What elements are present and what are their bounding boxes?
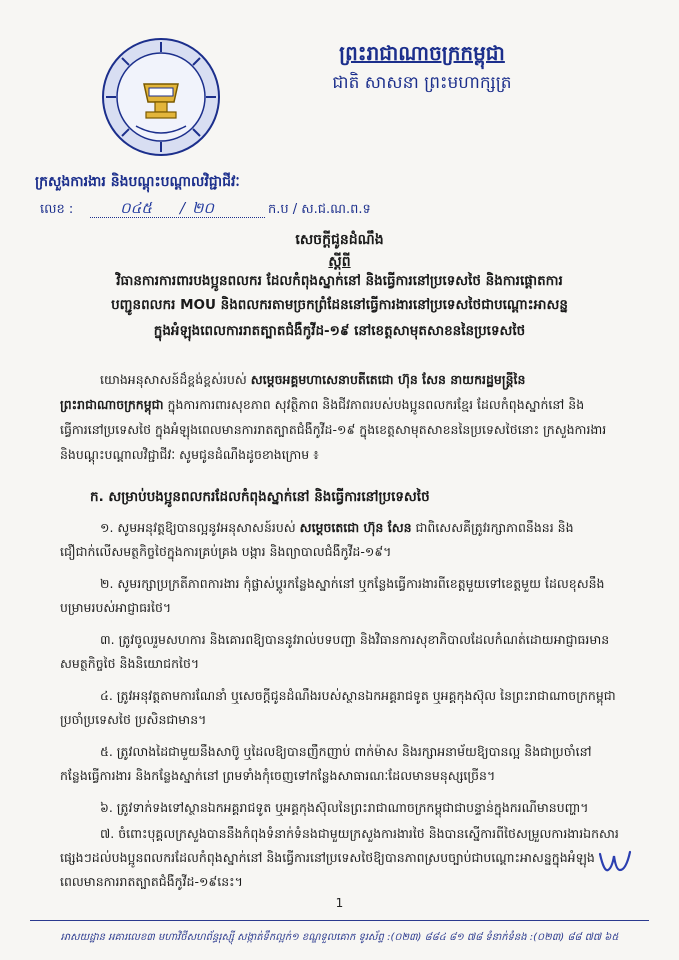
section-a-heading: ក. សម្រាប់បងប្អូនពលករដែលកំពុងស្នាក់នៅ និងធ្វើការនៅប្រទេសថៃ (90, 489, 430, 505)
list-item-line: សមត្ថកិច្ចថៃ និងនិយោជកថៃ។ (60, 656, 200, 671)
list-item-line: ពេលមានការរាតត្បាតជំងឺកូវីដ-១៩នេះ។ (60, 874, 243, 889)
intro-line: យោងអនុសាសន៍ដ៏ខ្ពង់ខ្ពស់របស់ សម្ដេចអគ្គមហាសេនាបតីតេជោ ហ៊ុន សែន នាយករដ្ឋមន្ត្រីនៃ (100, 372, 526, 387)
ref-suffix: ក.ប / ស.ជ.ណ.ព.ទ (268, 202, 371, 217)
kingdom-name: ព្រះរាជាណាចក្រកម្ពុជា (339, 41, 505, 65)
document-type: សេចក្ដីជូនដំណឹង (295, 232, 384, 248)
intro-line: ធ្វើការនៅប្រទេសថៃ ក្នុងអំឡុងពេលមានការរាតត្បាតជំងឺកូវីដ-១៩ ក្នុងខេត្តសាមុតសាខននៃប្រទេសថៃនោះ ក្រសួងការងារ (60, 422, 607, 437)
list-item-line: ជឿជាក់លើសមត្ថកិច្ចថៃក្នុងការគ្រប់គ្រង បង្ការ និងព្យាបាលជំងឺកូវីដ-១៩។ (60, 544, 392, 559)
ministry-seal-logo (100, 36, 222, 158)
national-motto: ជាតិ សាសនា ព្រះមហាក្សត្រ (332, 73, 512, 93)
list-item-line: ផ្សេងៗដល់បងប្អូនពលករដែលកំពុងស្នាក់នៅ និងធ្វើការនៅប្រទេសថៃឱ្យបានភាពស្របច្បាប់ជាបណ្ដោះអាសន្នក្នុងអំឡុង (60, 850, 595, 865)
reference-line: លេខ : ០៤៥ / ២០ ក.ប / ស.ជ.ណ.ព.ទ (40, 201, 340, 225)
ref-year: ២០ (192, 199, 214, 217)
list-item-line: ៣. ត្រូវចូលរួមសហការ និងគោរពឱ្យបាននូវរាល់បទបញ្ជា និងវិធានការសុខាភិបាលដែលកំណត់ដោយអាជ្ញាធរមាន (100, 632, 610, 647)
about-label: ស្ដីពី (328, 254, 351, 270)
ref-dotted-line (90, 217, 265, 218)
list-item-line: ១. សូមអនុវត្តឱ្យបានល្អនូវអនុសាសន៍របស់ សម្ដេចតេជោ ហ៊ុន សែន ជាពិសេសគឺត្រូវរក្សាភាពនឹងនរ និង (100, 520, 574, 535)
ref-number: ០៤៥ (120, 199, 152, 217)
handwritten-initial-mark (596, 848, 636, 878)
footer-address: អាសយដ្ឋាន អគារលេខ៣ មហាវិថីសហព័ន្ធរុស្ស៊ី សង្កាត់ទឹកល្អក់១ ខណ្ឌទួលគោក ទូរស័ព្ទ :(០២៣) ៨៨៤ ៨១ ៧៨ ទំនាក់ទំនង :(០២៣) ៨៨ ៧៧ ៦៥ (60, 932, 619, 943)
list-item-line: កន្លែងធ្វើការងារ និងកន្លែងស្នាក់នៅ ព្រមទាំងកុំចេញទៅកន្លែងសាធារណៈដែលមានមនុស្សច្រើន។ (60, 768, 496, 783)
footer-divider (30, 920, 649, 921)
list-item-line: បម្រាមរបស់អាជ្ញាធរថៃ។ (60, 600, 172, 615)
list-item-line: ៦. ត្រូវទាក់ទងទៅស្ថានឯកអគ្គរាជទូត ឬអគ្គកុងស៊ុលនៃព្រះរាជាណាចក្រកម្ពុជាជាបន្ទាន់ក្នុងករណីមានបញ្ហា។ (100, 800, 589, 815)
list-item-line: ៤. ត្រូវអនុវត្តតាមការណែនាំ ឬសេចក្ដីជូនដំណឹងរបស់ស្ថានឯកអគ្គរាជទូត ឬអគ្គកុងស៊ុល នៃព្រះរាជាណាចក្រកម្ពុជា (100, 688, 616, 703)
ministry-name: ក្រសួងការងារ និងបណ្ដុះបណ្ដាលវិជ្ជាជីវៈ (35, 174, 240, 190)
subject-line: ក្នុងអំឡុងពេលការរាតត្បាតជំងឺកូវីដ-១៩ នៅខេត្តសាមុតសាខននៃប្រទេសថៃ (153, 323, 526, 339)
intro-line: និងបណ្ដុះបណ្ដាលវិជ្ជាជីវៈ សូមជូនដំណឹងដូចខាងក្រោម ៖ (60, 447, 319, 462)
subject-line: វិធានការការពារបងប្អូនពលករ ដែលកំពុងស្នាក់នៅ និងធ្វើការនៅប្រទេសថៃ និងការផ្ដោតការ (116, 273, 563, 289)
ref-label: លេខ : (40, 202, 74, 217)
list-item-line: ២. សូមរក្សាប្រក្រតីភាពការងារ កុំផ្លាស់ប្ដូរកន្លែងស្នាក់នៅ ឬកន្លែងធ្វើការងារពីខេត្តមួយទៅខេត្តមួយ ដែលខុសនឹង (100, 576, 605, 591)
list-item-line: ៥. ត្រូវលាងដៃជាមួយនឹងសាប៊ូ ឬដៃលឱ្យបានញឹកញាប់ ពាក់ម៉ាស និងរក្សាអនាម័យឱ្យបានល្អ និងជាប្រចាំនៅ (100, 744, 592, 759)
intro-line: ព្រះរាជាណាចក្រកម្ពុជា ក្នុងការការពារសុខភាព សុវត្ថិភាព និងជីវភាពរបស់បងប្អូនពលករខ្មែរ ដែលកំពុងស្នាក់នៅ និង (60, 397, 585, 412)
subject-line: បញ្ជូនពលករ MOU និងពលករតាមច្រកព្រំដែននៅធ្វើការងារនៅប្រទេសថៃជាបណ្ដោះអាសន្ន (111, 297, 568, 313)
list-item-line: ប្រចាំប្រទេសថៃ ប្រសិនជាមាន។ (60, 712, 207, 727)
page-number: 1 (335, 896, 344, 910)
list-item-line: ៧. ចំពោះបុគ្គលក្រសួងបាននឹងកំពុងទំនាក់ទំនងជាមួយក្រសួងការងារថៃ និងបានស្នើការពីថៃសម្រួលការងារឯកសារ (100, 826, 619, 841)
